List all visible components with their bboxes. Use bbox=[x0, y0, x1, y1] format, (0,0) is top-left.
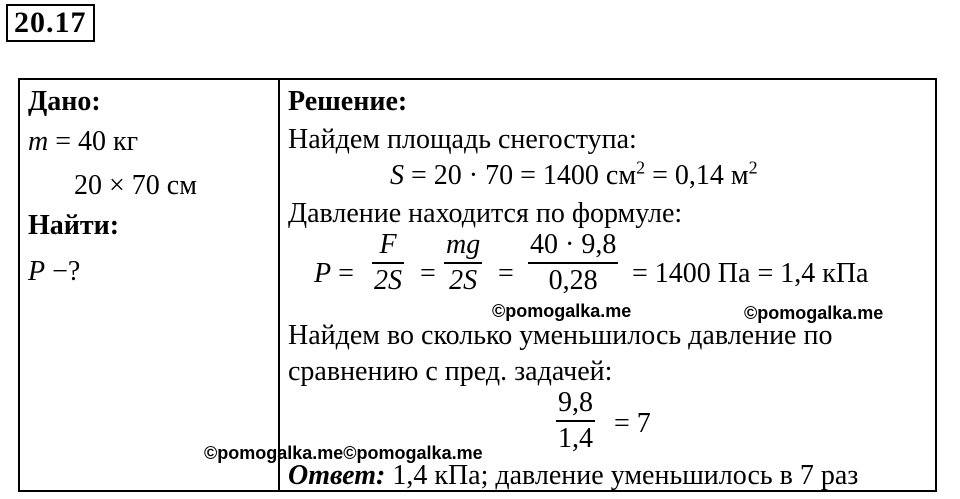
watermark: ©pomogalka.me©pomogalka.me bbox=[204, 443, 483, 463]
equals-2: = bbox=[498, 258, 514, 289]
watermark: ©pomogalka.me bbox=[744, 303, 884, 323]
solution-line-compare-1: Найдем во сколько уменьшилось давление по bbox=[288, 320, 833, 351]
fraction-mg-over-2s: mg 2S bbox=[446, 229, 481, 296]
answer-line bbox=[288, 460, 858, 492]
solution-cell bbox=[280, 80, 935, 490]
fraction-ratio: 9,8 1,4 bbox=[558, 387, 593, 454]
area-formula: S = 20 · 70 = 1400 $см^2 = 0,14$ $м^2$ bbox=[390, 157, 758, 191]
given-cell bbox=[20, 80, 278, 490]
equals-1: = bbox=[420, 258, 436, 289]
answer-text: 1,4 кПа; давление уменьшилось в 7 раз bbox=[385, 460, 859, 491]
ratio-result: = 7 bbox=[614, 408, 651, 439]
solution-line-pressure-intro: Давление находится по формуле: bbox=[288, 198, 683, 229]
fraction-f-over-2s: F 2S bbox=[374, 229, 402, 296]
problem-number: 20.17 bbox=[6, 4, 95, 42]
given-mass: m = 40 кг bbox=[28, 126, 139, 157]
find-heading: Найти: bbox=[28, 210, 120, 241]
solution-line-area-intro: Найдем площадь снегоступа: bbox=[288, 124, 637, 155]
pressure-result: = 1400 Па = 1,4 кПа bbox=[632, 258, 869, 289]
given-heading: Дано: bbox=[28, 86, 101, 117]
find-line: P −? bbox=[28, 256, 81, 287]
fraction-numeric: 40 · 9,8 0,28 bbox=[530, 229, 617, 296]
pressure-lhs: P = bbox=[314, 258, 354, 289]
given-dimensions: 20 × 70 см bbox=[74, 170, 197, 201]
solution-heading: Решение: bbox=[288, 86, 408, 117]
watermark: ©pomogalka.me bbox=[492, 301, 632, 321]
answer-label: Ответ: bbox=[288, 460, 386, 491]
solution-table bbox=[18, 78, 937, 492]
solution-line-compare-2: сравнению с пред. задачей: bbox=[288, 356, 613, 387]
